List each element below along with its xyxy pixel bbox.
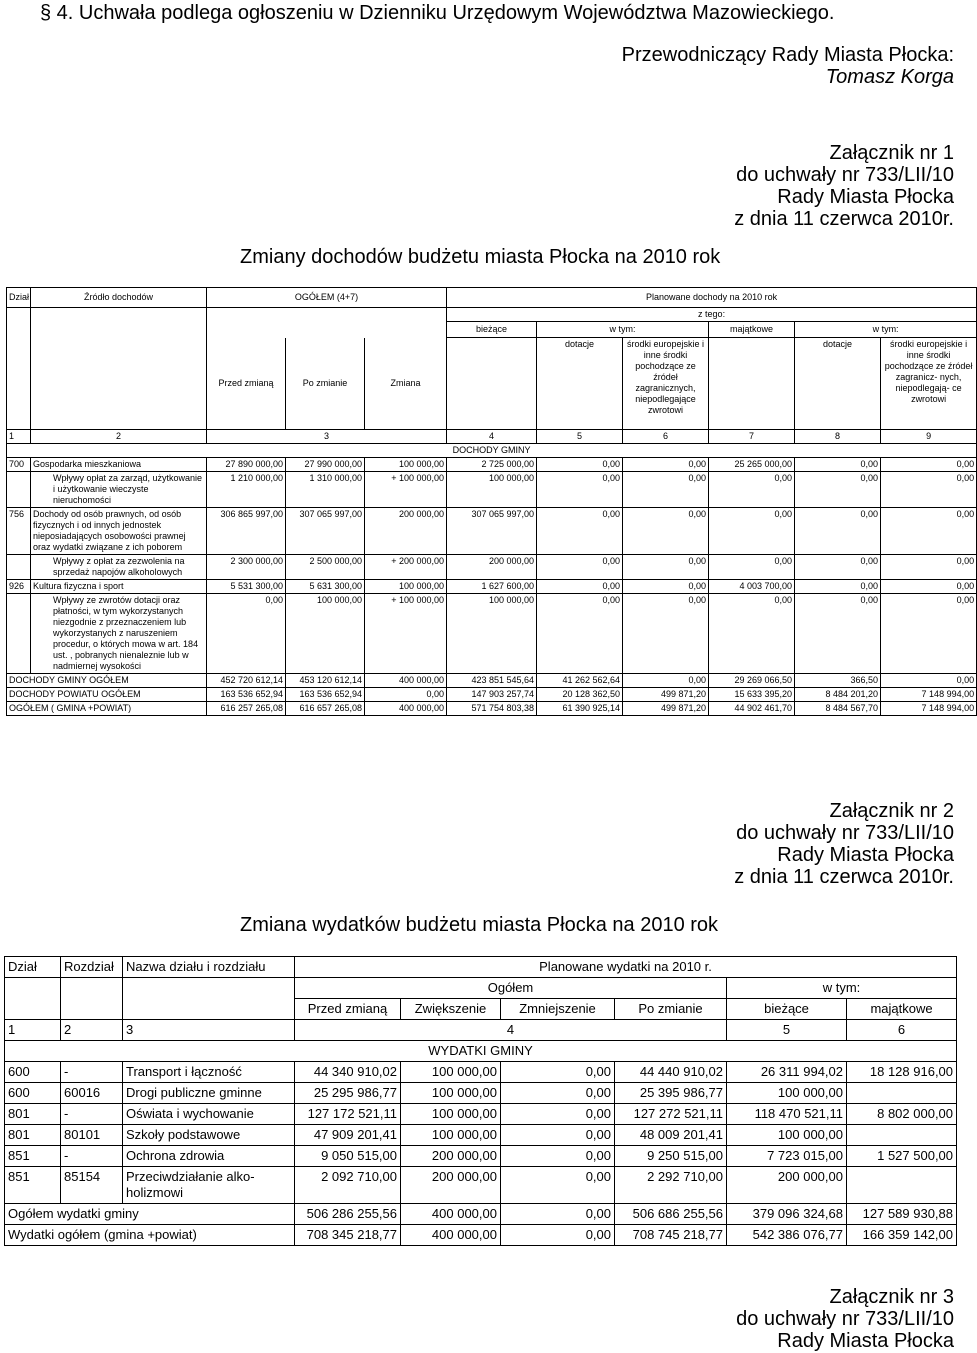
table-row <box>7 555 977 580</box>
cell-value: 616 257 265,08 <box>207 702 286 716</box>
attachment-2-date: z dnia 11 czerwca 2010r. <box>734 866 954 888</box>
row-name: Ochrona zdrowia <box>123 1146 295 1167</box>
header-po-zmianie: Po zmianie <box>286 338 365 430</box>
cell-value: 8 802 000,00 <box>847 1104 957 1125</box>
cell-value: 200 000,00 <box>727 1167 847 1204</box>
row-name: Wpływy ze zwrotów dotacji oraz płatności, w tym wykorzystanych niezgodnie z przeznaczeniem lub wykorzystanych z naruszeniem procedur, o których mowa w art. 184 ust. , pobranych nienaleznie lub w nadmiernej wysokości <box>31 594 207 674</box>
cell-value: 0,00 <box>709 508 795 555</box>
header-zmiana: Zmiana <box>365 338 447 430</box>
cell-value: 7 148 994,00 <box>881 702 977 716</box>
total-label: DOCHODY GMINY OGÓŁEM <box>7 674 207 688</box>
table-row <box>7 580 977 594</box>
cell-value: 0,00 <box>795 458 881 472</box>
cell-value: 708 345 218,77 <box>295 1225 401 1246</box>
cell-value: 0,00 <box>207 594 286 674</box>
cell-value: 1 527 500,00 <box>847 1146 957 1167</box>
table-row <box>7 508 977 555</box>
cell-value: 0,00 <box>623 458 709 472</box>
chairman-signature <box>622 44 954 88</box>
cell-value: 379 096 324,68 <box>727 1204 847 1225</box>
header-planowane: Planowane wydatki na 2010 r. <box>295 957 957 978</box>
table-row <box>5 1083 957 1104</box>
cell-value <box>847 1083 957 1104</box>
col-number: 1 <box>7 430 31 444</box>
col-number: 2 <box>61 1020 123 1041</box>
attachment-1-resolution: do uchwały nr 733/LII/10 <box>736 164 954 186</box>
cell-value: 0,00 <box>501 1225 615 1246</box>
header-z-tego: z tego: <box>447 308 977 322</box>
cell-value: 9 250 515,00 <box>615 1146 727 1167</box>
header-rozdzial: Rozdział <box>61 957 123 978</box>
row-name: Drogi publiczne gminne <box>123 1083 295 1104</box>
cell-value: 0,00 <box>537 472 623 508</box>
income-changes-table <box>6 287 977 716</box>
header-dotacje-2: dotacje <box>795 338 881 430</box>
col-number: 5 <box>727 1020 847 1041</box>
cell-value: 4 003 700,00 <box>709 580 795 594</box>
cell-value: 0,00 <box>881 594 977 674</box>
cell-value: 25 395 986,77 <box>615 1083 727 1104</box>
cell-value: 127 272 521,11 <box>615 1104 727 1125</box>
section-wydatki-gminy: WYDATKI GMINY <box>5 1041 957 1062</box>
attachment-3-resolution: do uchwały nr 733/LII/10 <box>736 1308 954 1330</box>
cell-value: 44 902 461,70 <box>709 702 795 716</box>
cell-value: 0,00 <box>501 1167 615 1204</box>
cell-value: 0,00 <box>623 472 709 508</box>
total-row <box>7 702 977 716</box>
cell-value: 0,00 <box>795 508 881 555</box>
row-dzial <box>7 594 31 674</box>
col-number: 7 <box>709 430 795 444</box>
row-rozdzial: 80101 <box>61 1125 123 1146</box>
cell-value: 0,00 <box>537 508 623 555</box>
chairman-name: Tomasz Korga <box>825 66 954 88</box>
cell-value: 542 386 076,77 <box>727 1225 847 1246</box>
row-dzial: 600 <box>5 1083 61 1104</box>
total-row <box>5 1204 957 1225</box>
cell-value: 0,00 <box>623 508 709 555</box>
cell-value: 452 720 612,14 <box>207 674 286 688</box>
total-label: Ogółem wydatki gminy <box>5 1204 295 1225</box>
cell-value: 127 589 930,88 <box>847 1204 957 1225</box>
cell-value: 571 754 803,38 <box>447 702 537 716</box>
cell-value: 100 000,00 <box>401 1104 501 1125</box>
row-name: Kultura fizyczna i sport <box>31 580 207 594</box>
row-name: Oświata i wychowanie <box>123 1104 295 1125</box>
cell-value: 20 128 362,50 <box>537 688 623 702</box>
cell-value: 61 390 925,14 <box>537 702 623 716</box>
cell-value: 163 536 652,94 <box>207 688 286 702</box>
header-zrodlo: Źródło dochodów <box>31 288 207 308</box>
cell-value: 453 120 612,14 <box>286 674 365 688</box>
cell-value: 27 990 000,00 <box>286 458 365 472</box>
cell-value: 25 295 986,77 <box>295 1083 401 1104</box>
total-label: OGÓŁEM ( GMINA +POWIAT) <box>7 702 207 716</box>
col-number: 5 <box>537 430 623 444</box>
total-label: DOCHODY POWIATU OGÓŁEM <box>7 688 207 702</box>
cell-value: 100 000,00 <box>365 458 447 472</box>
resolution-paragraph-4: § 4. Uchwała podlega ogłoszeniu w Dzienniku Urzędowym Województwa Mazowieckiego. <box>40 2 835 24</box>
cell-value: 100 000,00 <box>401 1062 501 1083</box>
total-row <box>7 688 977 702</box>
row-name: Dochody od osób prawnych, od osób fizycznych i od innych jednostek nieposiadających osobowości prawnej oraz wydatki związane z ich poborem <box>31 508 207 555</box>
cell-value: 44 440 910,02 <box>615 1062 727 1083</box>
row-dzial: 926 <box>7 580 31 594</box>
cell-value: 2 092 710,00 <box>295 1167 401 1204</box>
cell-value: 18 128 916,00 <box>847 1062 957 1083</box>
cell-value: 27 890 000,00 <box>207 458 286 472</box>
cell-value: + 100 000,00 <box>365 594 447 674</box>
cell-value: 0,00 <box>795 472 881 508</box>
row-dzial <box>7 472 31 508</box>
expenses-table-title: Zmiana wydatków budżetu miasta Płocka na 2010 rok <box>240 914 719 936</box>
row-rozdzial: - <box>61 1062 123 1083</box>
cell-value: 8 484 201,20 <box>795 688 881 702</box>
attachment-1-header <box>734 142 954 230</box>
row-dzial: 600 <box>5 1062 61 1083</box>
cell-value: 499 871,20 <box>623 702 709 716</box>
cell-value: 0,00 <box>537 594 623 674</box>
cell-value: 100 000,00 <box>365 580 447 594</box>
cell-value: 100 000,00 <box>286 594 365 674</box>
cell-value: 5 631 300,00 <box>286 580 365 594</box>
row-dzial: 801 <box>5 1104 61 1125</box>
cell-value: 423 851 545,64 <box>447 674 537 688</box>
cell-value: 48 009 201,41 <box>615 1125 727 1146</box>
cell-value: 200 000,00 <box>401 1146 501 1167</box>
header-majatkowe: majątkowe <box>709 322 795 338</box>
cell-value: 366,50 <box>795 674 881 688</box>
header-zmniejszenie: Zmniejszenie <box>501 999 615 1020</box>
cell-value: 0,00 <box>795 580 881 594</box>
cell-value: 0,00 <box>623 594 709 674</box>
attachment-2-resolution: do uchwały nr 733/LII/10 <box>736 822 954 844</box>
cell-value: 2 292 710,00 <box>615 1167 727 1204</box>
income-table-title: Zmiany dochodów budżetu miasta Płocka na 2010 rok <box>240 246 721 268</box>
col-number: 6 <box>623 430 709 444</box>
cell-value: 400 000,00 <box>401 1225 501 1246</box>
header-majatkowe: majątkowe <box>847 999 957 1020</box>
section-dochody-gminy: DOCHODY GMINY <box>7 444 977 458</box>
header-zwiekszenie: Zwiększenie <box>401 999 501 1020</box>
header-w-tym-1: w tym: <box>537 322 709 338</box>
cell-value: 0,00 <box>501 1204 615 1225</box>
row-name: Szkoły podstawowe <box>123 1125 295 1146</box>
header-ogolem: OGÓŁEM (4+7) <box>207 288 447 308</box>
attachment-1-council: Rady Miasta Płocka <box>777 186 954 208</box>
cell-value: 0,00 <box>709 555 795 580</box>
cell-value: 0,00 <box>709 594 795 674</box>
cell-value: 163 536 652,94 <box>286 688 365 702</box>
attachment-2-council: Rady Miasta Płocka <box>777 844 954 866</box>
row-dzial <box>7 555 31 580</box>
cell-value: 2 300 000,00 <box>207 555 286 580</box>
cell-value: 118 470 521,11 <box>727 1104 847 1125</box>
cell-value: 9 050 515,00 <box>295 1146 401 1167</box>
cell-value <box>847 1125 957 1146</box>
cell-value: 506 286 255,56 <box>295 1204 401 1225</box>
cell-value: 0,00 <box>501 1146 615 1167</box>
table-row <box>7 472 977 508</box>
cell-value: 307 065 997,00 <box>286 508 365 555</box>
cell-value: 5 531 300,00 <box>207 580 286 594</box>
total-row <box>5 1225 957 1246</box>
col-number: 2 <box>31 430 207 444</box>
col-number: 3 <box>207 430 447 444</box>
header-dzial: Dział <box>5 957 61 978</box>
cell-value: 0,00 <box>501 1062 615 1083</box>
col-number: 4 <box>447 430 537 444</box>
table-row <box>7 458 977 472</box>
cell-value: 0,00 <box>537 555 623 580</box>
cell-value: 100 000,00 <box>727 1125 847 1146</box>
cell-value: 400 000,00 <box>365 702 447 716</box>
expenses-changes-table <box>4 956 957 1246</box>
attachment-3-number: Załącznik nr 3 <box>829 1286 954 1308</box>
col-number: 3 <box>123 1020 295 1041</box>
table-row <box>5 1167 957 1204</box>
header-biezace: bieżące <box>447 322 537 338</box>
col-number: 9 <box>881 430 977 444</box>
cell-value: 0,00 <box>537 580 623 594</box>
cell-value: 29 269 066,50 <box>709 674 795 688</box>
cell-value: 200 000,00 <box>365 508 447 555</box>
cell-value: 0,00 <box>881 674 977 688</box>
cell-value: 400 000,00 <box>365 674 447 688</box>
cell-value: 100 000,00 <box>401 1083 501 1104</box>
cell-value: 0,00 <box>501 1104 615 1125</box>
row-dzial: 801 <box>5 1125 61 1146</box>
cell-value: 0,00 <box>623 555 709 580</box>
header-dotacje-1: dotacje <box>537 338 623 430</box>
attachment-2-header <box>734 800 954 888</box>
cell-value: 0,00 <box>881 458 977 472</box>
cell-value: 0,00 <box>881 472 977 508</box>
total-row <box>7 674 977 688</box>
header-planowane: Planowane dochody na 2010 rok <box>447 288 977 308</box>
cell-value: 506 686 255,56 <box>615 1204 727 1225</box>
header-w-tym: w tym: <box>727 978 957 999</box>
attachment-2-number: Załącznik nr 2 <box>829 800 954 822</box>
row-name: Wpływy z opłat za zezwolenia na sprzedaż napojów alkoholowych <box>31 555 207 580</box>
attachment-1-number: Załącznik nr 1 <box>829 142 954 164</box>
row-name: Gospodarka mieszkaniowa <box>31 458 207 472</box>
cell-value <box>847 1167 957 1204</box>
cell-value: 0,00 <box>795 594 881 674</box>
cell-value: 100 000,00 <box>447 594 537 674</box>
header-po-zmianie: Po zmianie <box>615 999 727 1020</box>
cell-value: 100 000,00 <box>447 472 537 508</box>
cell-value: 1 310 000,00 <box>286 472 365 508</box>
row-name: Transport i łączność <box>123 1062 295 1083</box>
col-number: 4 <box>295 1020 727 1041</box>
table-row <box>5 1062 957 1083</box>
cell-value: 200 000,00 <box>401 1167 501 1204</box>
cell-value: 100 000,00 <box>401 1125 501 1146</box>
cell-value: 306 865 997,00 <box>207 508 286 555</box>
cell-value: + 100 000,00 <box>365 472 447 508</box>
header-srodki-1: środki europejskie i inne środki pochodzące ze źródeł zagranicznych, niepodlegające zwrotowi <box>623 338 709 430</box>
row-name: Przeciwdziałanie alko- holizmowi <box>123 1167 295 1204</box>
total-label: Wydatki ogółem (gmina +powiat) <box>5 1225 295 1246</box>
cell-value: 25 265 000,00 <box>709 458 795 472</box>
row-rozdzial: - <box>61 1146 123 1167</box>
cell-value: 15 633 395,20 <box>709 688 795 702</box>
row-dzial: 851 <box>5 1146 61 1167</box>
attachment-1-date: z dnia 11 czerwca 2010r. <box>734 208 954 230</box>
row-rozdzial: 85154 <box>61 1167 123 1204</box>
header-ogolem: Ogółem <box>295 978 727 999</box>
cell-value: 0,00 <box>537 458 623 472</box>
cell-value: 307 065 997,00 <box>447 508 537 555</box>
row-rozdzial: - <box>61 1104 123 1125</box>
cell-value: 26 311 994,02 <box>727 1062 847 1083</box>
cell-value: 0,00 <box>881 508 977 555</box>
cell-value: 2 725 000,00 <box>447 458 537 472</box>
attachment-3-council: Rady Miasta Płocka <box>777 1330 954 1352</box>
cell-value: 0,00 <box>881 580 977 594</box>
cell-value: 0,00 <box>623 580 709 594</box>
cell-value: 8 484 567,70 <box>795 702 881 716</box>
cell-value: 7 148 994,00 <box>881 688 977 702</box>
row-dzial: 756 <box>7 508 31 555</box>
cell-value: 2 500 000,00 <box>286 555 365 580</box>
col-number: 6 <box>847 1020 957 1041</box>
row-rozdzial: 60016 <box>61 1083 123 1104</box>
cell-value: 0,00 <box>623 674 709 688</box>
header-przed-zmiana: Przed zmianą <box>207 338 286 430</box>
row-dzial: 700 <box>7 458 31 472</box>
cell-value: + 200 000,00 <box>365 555 447 580</box>
header-przed-zmiana: Przed zmianą <box>295 999 401 1020</box>
table-row <box>7 594 977 674</box>
cell-value: 400 000,00 <box>401 1204 501 1225</box>
table-row <box>5 1125 957 1146</box>
cell-value: 0,00 <box>795 555 881 580</box>
cell-value: 1 210 000,00 <box>207 472 286 508</box>
header-srodki-2: środki europejskie i inne środki pochodzące ze źródeł zagranicz- nych, niepodlegają- ce zwrotowi <box>881 338 977 430</box>
cell-value: 0,00 <box>365 688 447 702</box>
cell-value: 0,00 <box>709 472 795 508</box>
cell-value: 499 871,20 <box>623 688 709 702</box>
col-number: 8 <box>795 430 881 444</box>
col-number: 1 <box>5 1020 61 1041</box>
row-name: Wpływy opłat za zarząd, użytkowanie i użytkowanie wieczyste nieruchomości <box>31 472 207 508</box>
row-dzial: 851 <box>5 1167 61 1204</box>
cell-value: 100 000,00 <box>727 1083 847 1104</box>
cell-value: 41 262 562,64 <box>537 674 623 688</box>
table-row <box>5 1146 957 1167</box>
cell-value: 44 340 910,02 <box>295 1062 401 1083</box>
cell-value: 708 745 218,77 <box>615 1225 727 1246</box>
cell-value: 1 627 600,00 <box>447 580 537 594</box>
cell-value: 200 000,00 <box>447 555 537 580</box>
cell-value: 147 903 257,74 <box>447 688 537 702</box>
table-row <box>5 1104 957 1125</box>
cell-value: 47 909 201,41 <box>295 1125 401 1146</box>
header-w-tym-2: w tym: <box>795 322 977 338</box>
cell-value: 0,00 <box>501 1125 615 1146</box>
cell-value: 127 172 521,11 <box>295 1104 401 1125</box>
chairman-role: Przewodniczący Rady Miasta Płocka: <box>621 44 954 66</box>
cell-value: 0,00 <box>501 1083 615 1104</box>
cell-value: 166 359 142,00 <box>847 1225 957 1246</box>
header-dzial: Dział <box>7 288 31 308</box>
attachment-3-header <box>736 1286 954 1352</box>
header-nazwa: Nazwa działu i rozdziału <box>123 957 295 978</box>
cell-value: 616 657 265,08 <box>286 702 365 716</box>
cell-value: 0,00 <box>881 555 977 580</box>
header-biezace: bieżące <box>727 999 847 1020</box>
cell-value: 7 723 015,00 <box>727 1146 847 1167</box>
